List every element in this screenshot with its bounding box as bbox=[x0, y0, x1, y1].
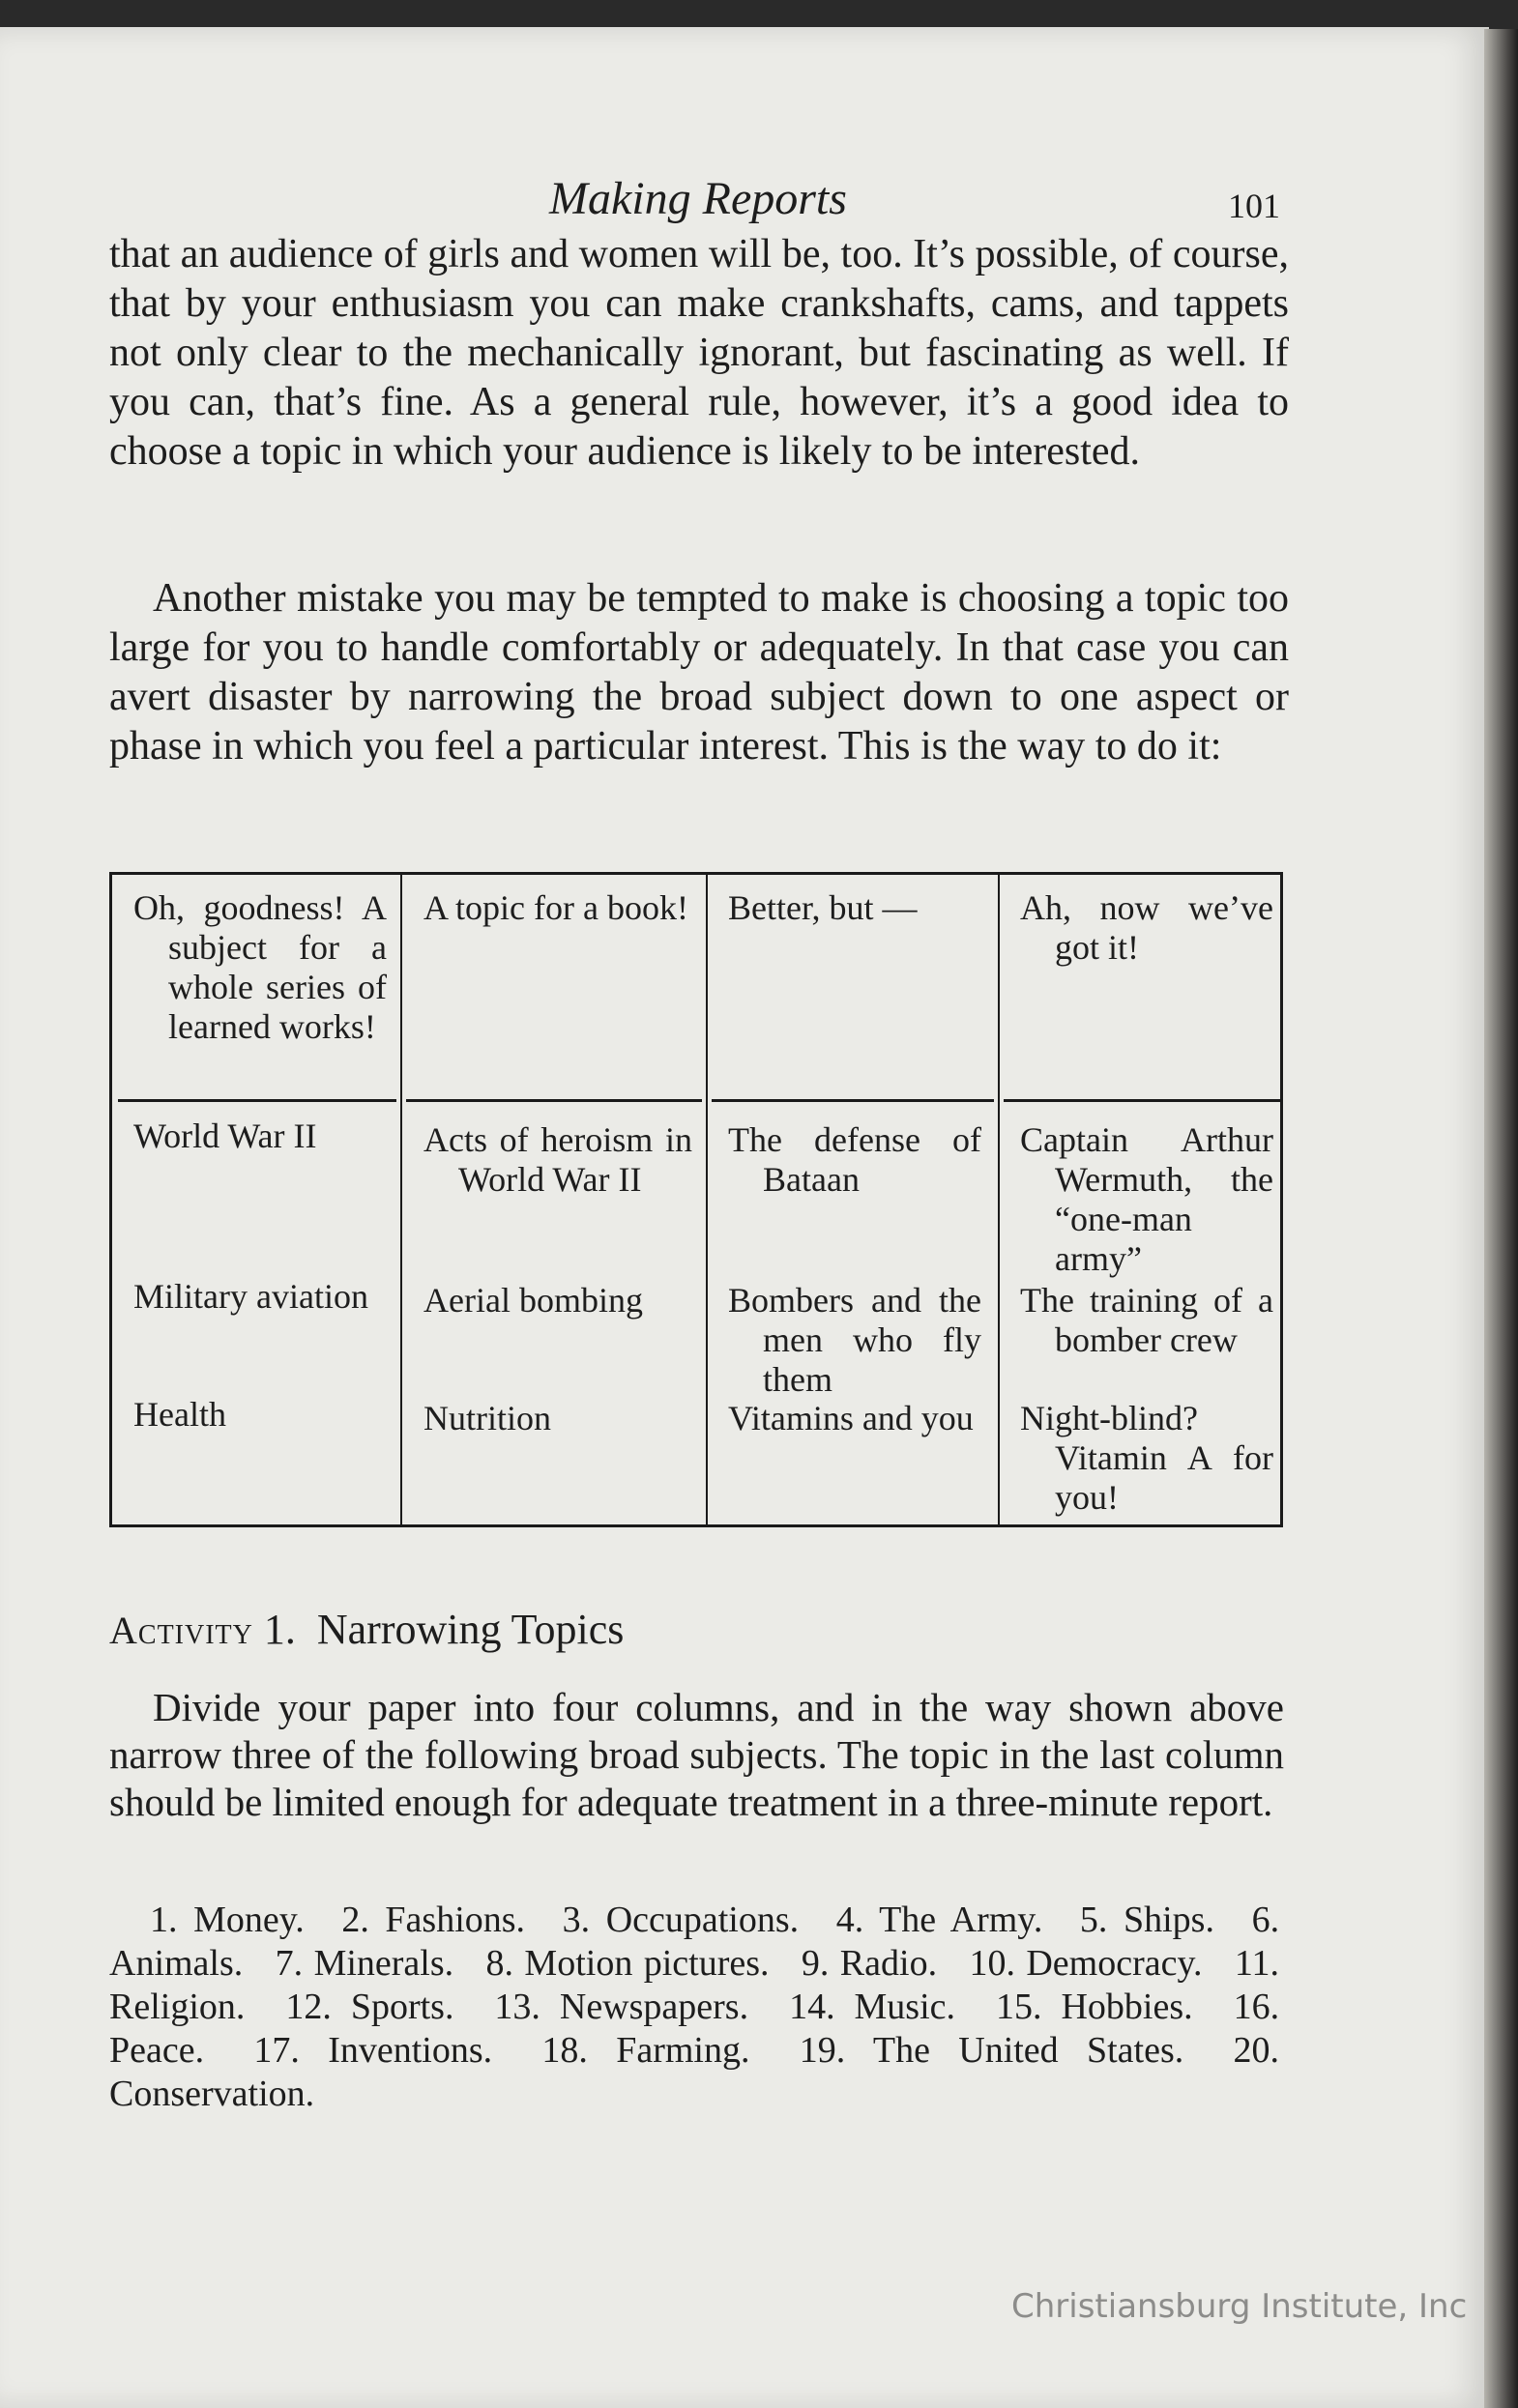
table-cell: The training of a bomber crew bbox=[1020, 1281, 1273, 1359]
watermark: Christiansburg Institute, Inc bbox=[1011, 2287, 1468, 2326]
table-cell: Military aviation bbox=[133, 1277, 368, 1316]
list-item: 17. Inventions. bbox=[253, 2030, 493, 2071]
list-item: 13. Newspapers. bbox=[494, 1987, 749, 2027]
page-number: 101 bbox=[1228, 187, 1280, 225]
list-item: 16. Peace. bbox=[109, 1987, 1280, 2071]
column-divider bbox=[998, 875, 1000, 1524]
page-edge-shadow bbox=[1484, 29, 1518, 2408]
list-item: 7. Minerals. bbox=[275, 1943, 454, 1984]
table-header-cell: A topic for a book! bbox=[423, 888, 688, 927]
table-cell: Bombers and the men who fly them bbox=[728, 1281, 981, 1399]
activity-instructions: Divide your paper into four columns, and in the way shown above narrow three of the following broad subjects. The topic in the last column should be limited enough for adequate treatment in a three-minute report. bbox=[109, 1685, 1284, 1824]
list-item: 6. Animals. bbox=[109, 1900, 1280, 1984]
header-rule bbox=[406, 1099, 702, 1102]
table-cell: Night-blind? Vitamin A for you! bbox=[1020, 1399, 1273, 1517]
list-item: 9. Radio. bbox=[801, 1943, 938, 1984]
list-item: 5. Ships. bbox=[1079, 1900, 1214, 1940]
subject-list bbox=[109, 1899, 1279, 2116]
table-cell: Aerial bombing bbox=[423, 1281, 643, 1320]
activity-title: Narrowing Topics bbox=[316, 1606, 625, 1653]
table-cell: Captain Arthur Wermuth, the “one-man army” bbox=[1020, 1120, 1273, 1278]
list-item: 19. The United States. bbox=[799, 2030, 1184, 2071]
list-item: 1. Money. bbox=[150, 1900, 305, 1940]
list-item: 12. Sports. bbox=[285, 1987, 454, 2027]
list-item: 15. Hobbies. bbox=[996, 1987, 1193, 2027]
list-item: 8. Motion pictures. bbox=[485, 1943, 770, 1984]
paragraph-2: Another mistake you may be tempted to make is choosing a topic too large for you to handle comfortably or adequately. In that case you can avert disaster by narrowing the broad subject down to one aspect or phase in which you feel a particular interest. This is the way to do it: bbox=[109, 576, 1289, 769]
paragraph-1: that an audience of girls and women will be, too. It’s possible, of course, that by your enthusiasm you can make crankshafts, cams, and tappets not only clear to the mechanically ignorant, but fascinating as well. If you can, that’s fine. As a general rule, however, it’s a good idea to choose a topic in which your audience is likely to be interested. bbox=[109, 232, 1289, 474]
column-divider bbox=[400, 875, 402, 1524]
list-item: 14. Music. bbox=[789, 1987, 956, 2027]
table-cell: Vitamins and you bbox=[728, 1399, 974, 1437]
list-item: 20. Conservation. bbox=[109, 2030, 1280, 2114]
table-cell: World War II bbox=[133, 1117, 317, 1155]
list-item: 10. Democracy. bbox=[969, 1943, 1203, 1984]
table-header-cell: Ah, now we’ve got it! bbox=[1020, 888, 1273, 967]
list-item: 4. The Army. bbox=[835, 1900, 1043, 1940]
table-header-cell: Oh, goodness! A subject for a whole series of learned works! bbox=[133, 888, 387, 1046]
list-item: 11. Religion. bbox=[109, 1943, 1279, 2027]
list-item: 3. Occupations. bbox=[562, 1900, 800, 1940]
running-title: Making Reports bbox=[549, 173, 847, 224]
activity-number: 1. bbox=[263, 1606, 296, 1653]
activity-heading bbox=[109, 1605, 624, 1654]
header-rule bbox=[712, 1099, 994, 1102]
list-item: 2. Fashions. bbox=[341, 1900, 526, 1940]
header-rule bbox=[118, 1099, 396, 1102]
list-item: 18. Farming. bbox=[541, 2030, 750, 2071]
table-cell: Health bbox=[133, 1395, 226, 1434]
topic-narrowing-table bbox=[109, 872, 1283, 1527]
activity-label: Activity bbox=[109, 1609, 253, 1652]
column-divider bbox=[706, 875, 708, 1524]
book-page bbox=[0, 27, 1489, 2408]
table-header-cell: Better, but — bbox=[728, 888, 918, 927]
header-rule bbox=[1004, 1099, 1280, 1102]
table-cell: The defense of Bataan bbox=[728, 1120, 981, 1199]
table-cell: Acts of heroism in World War II bbox=[423, 1120, 692, 1199]
table-cell: Nutrition bbox=[423, 1399, 551, 1437]
